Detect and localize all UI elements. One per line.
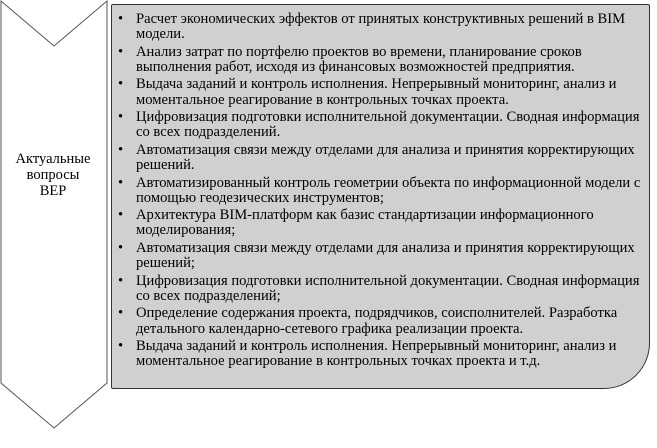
list-item: • Автоматизация связи между отделами для анализа и принятия корректирующих решений; <box>118 241 650 271</box>
list-item: • Определение содержания проекта, подрядчиков, соисполнителей. Разработка детального календарно-сетевого графика реализации проекта. <box>118 306 650 336</box>
list-item: • Цифровизация подготовки исполнительной документации. Сводная информация со всех подразделений. <box>118 110 650 140</box>
list-item: • Расчет экономических эффектов от принятых конструктивных решений в BIM модели. <box>118 12 650 42</box>
list-item: • Архитектура BIM-платформ как базис стандартизации информационного моделирования; <box>118 208 650 238</box>
chevron-label-line-3: ВЕР <box>39 183 67 199</box>
list-item: • Анализ затрат по портфелю проектов во времени, планирование сроков выполнения работ, исходя из финансовых возможностей предприятия. <box>118 45 650 75</box>
list-item: • Выдача заданий и контроль исполнения. Непрерывный мониторинг, анализ и моментальное реагирование в контрольных точках проекта. <box>118 77 650 107</box>
chevron-arrow-shape <box>0 0 108 440</box>
list-item: • Автоматизированный контроль геометрии объекта по информационной модели с помощью геодезических инструментов; <box>118 176 650 206</box>
chevron-label <box>4 151 102 199</box>
topics-list <box>118 12 650 372</box>
chevron-outline <box>1 1 107 428</box>
chevron-label-line-2: вопросы <box>26 167 80 183</box>
chevron-label-line-1: Актуальные <box>15 151 91 167</box>
list-item: • Автоматизация связи между отделами для анализа и принятия корректирующих решений. <box>118 143 650 173</box>
list-item: • Цифровизация подготовки исполнительной документации. Сводная информация со всех подразделений; <box>118 274 650 304</box>
list-item: • Выдача заданий и контроль исполнения. Непрерывный мониторинг, анализ и моментальное реагирование в контрольных точках проекта и т.д. <box>118 339 650 369</box>
